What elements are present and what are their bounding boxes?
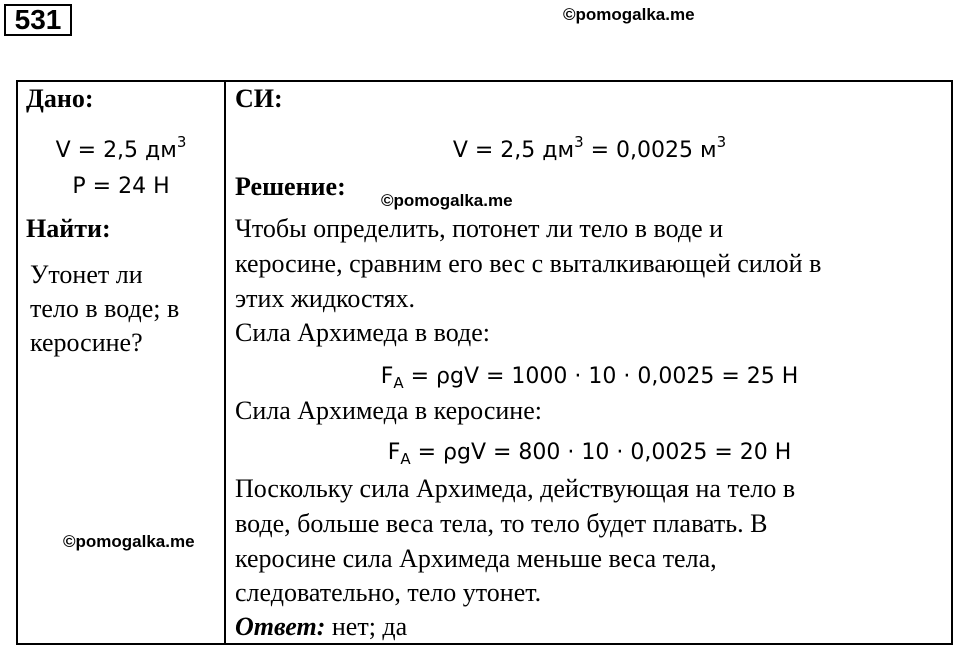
find-line-3: керосине? <box>30 328 143 357</box>
kerosene-force-label: Сила Архимеда в керосине: <box>235 396 542 425</box>
find-line-1: Утонет ли <box>30 260 143 289</box>
water-force-label: Сила Архимеда в воде: <box>235 318 490 347</box>
solution-intro-line-3: этих жидкостях. <box>235 284 416 313</box>
find-heading: Найти: <box>26 214 111 243</box>
watermark-top: ©pomogalka.me <box>563 5 695 24</box>
conclusion-line-1: Поскольку сила Архимеда, действующая на тело в <box>235 474 796 503</box>
watermark-middle: ©pomogalka.me <box>381 191 513 210</box>
given-volume: V = 2,5 $дм^3$ <box>55 133 187 163</box>
solution-intro-line-2: керосине, сравним его вес с выталкивающей силой в <box>235 249 822 278</box>
conclusion-line-2: воде, больше веса тела, то тело будет плавать. В <box>235 509 768 538</box>
answer-label: Ответ: <box>235 612 326 641</box>
find-line-2: тело в воде; в <box>30 294 180 323</box>
watermark-bottom-left: ©pomogalka.me <box>63 532 195 551</box>
answer-value: нет; да <box>325 612 408 641</box>
water-force-formula: $F_А = \rho gV = 1000 \cdot 10 \cdot 0,0025 = 25$ Н <box>380 364 799 392</box>
kerosene-force-formula: $F_А = \rho gV = 800 \cdot 10 \cdot 0,0025 = 20$ Н <box>387 440 792 468</box>
conclusion-line-3: керосине сила Архимеда меньше веса тела, <box>235 544 717 573</box>
problem-number: 531 <box>4 4 72 36</box>
given-weight: P = 24 Н <box>72 174 170 199</box>
conclusion-line-4: следовательно, тело утонет. <box>235 578 542 607</box>
si-heading: СИ: <box>235 84 283 113</box>
given-heading: Дано: <box>26 84 94 113</box>
si-conversion: V = 2,5 $дм^3 = 0,0025$ $м^3$ <box>452 133 727 163</box>
solution-heading: Решение: <box>235 172 346 201</box>
solution-table <box>16 80 953 645</box>
answer-line <box>235 610 407 644</box>
solution-intro-line-1: Чтобы определить, потонет ли тело в воде и <box>235 214 724 243</box>
